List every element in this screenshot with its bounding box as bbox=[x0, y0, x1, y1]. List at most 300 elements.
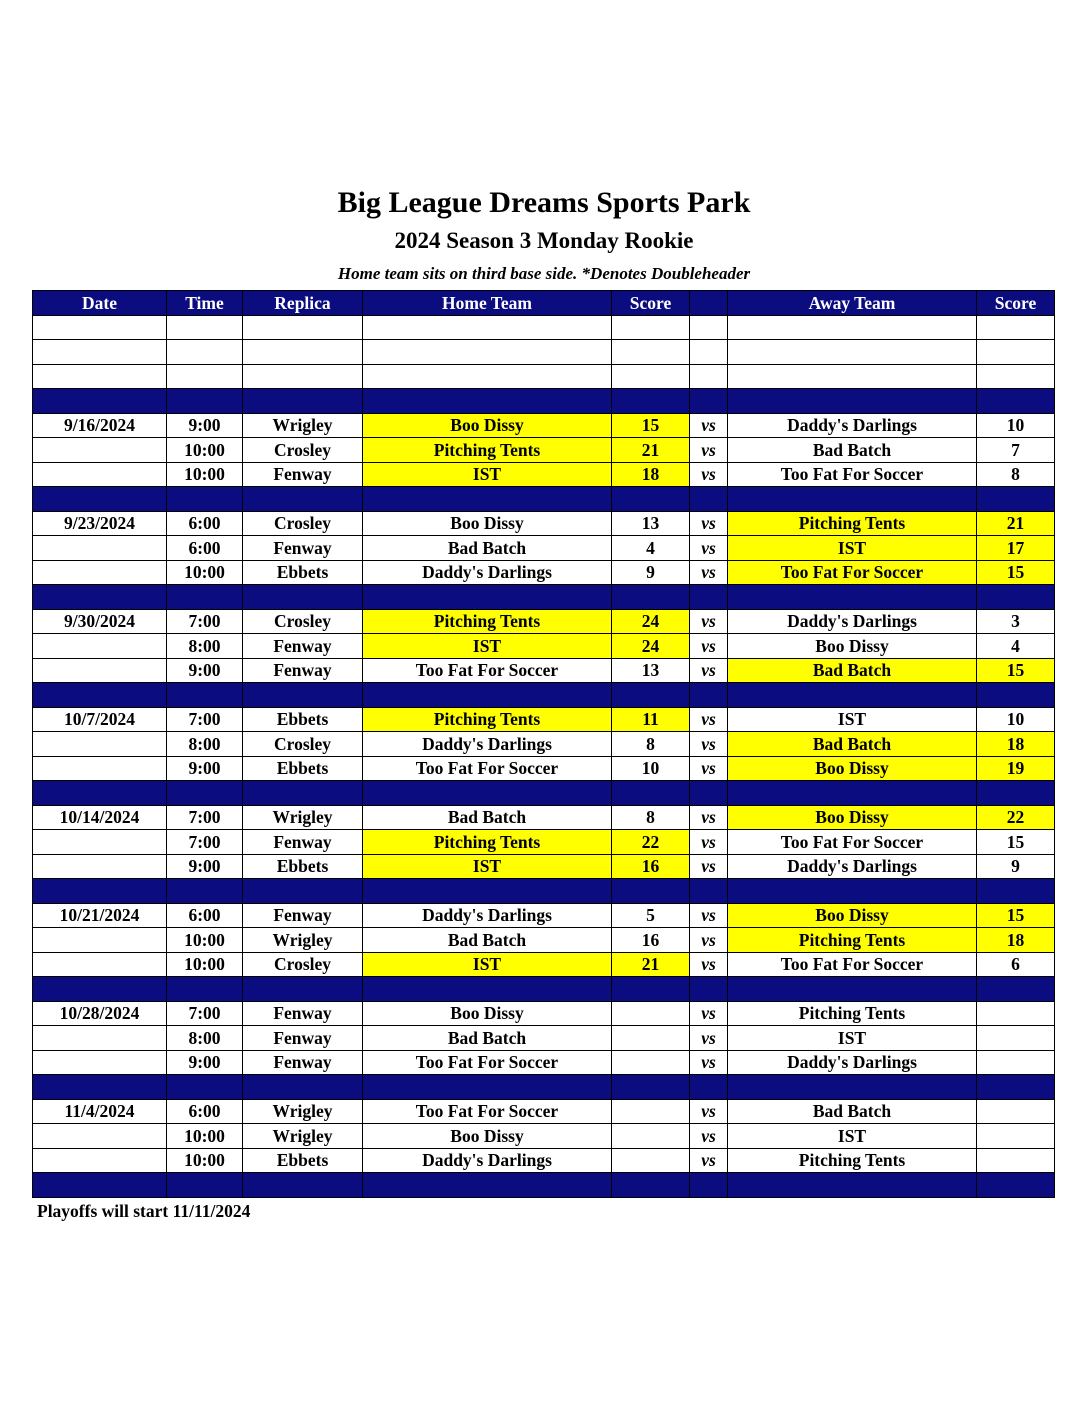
game-replica: Wrigley bbox=[243, 1124, 363, 1149]
separator-cell bbox=[243, 487, 363, 512]
separator-cell bbox=[977, 1173, 1055, 1198]
home-score bbox=[612, 1001, 690, 1026]
away-score: 22 bbox=[977, 805, 1055, 830]
away-team: Daddy's Darlings bbox=[728, 854, 977, 879]
separator-cell bbox=[33, 1075, 167, 1100]
schedule-note: Home team sits on third base side. *Denotes Doubleheader bbox=[337, 264, 751, 283]
game-time: 8:00 bbox=[167, 634, 243, 659]
vs-label: vs bbox=[690, 609, 728, 634]
away-score: 19 bbox=[977, 756, 1055, 781]
game-time: 6:00 bbox=[167, 511, 243, 536]
page-title: Big League Dreams Sports Park bbox=[337, 186, 751, 219]
game-replica: Crosley bbox=[243, 732, 363, 757]
game-time: 10:00 bbox=[167, 438, 243, 463]
away-score: 15 bbox=[977, 560, 1055, 585]
home-score bbox=[612, 1148, 690, 1173]
home-team: Too Fat For Soccer bbox=[363, 658, 612, 683]
separator-cell bbox=[363, 487, 612, 512]
game-time: 6:00 bbox=[167, 1099, 243, 1124]
game-replica: Fenway bbox=[243, 536, 363, 561]
game-row bbox=[33, 634, 1055, 659]
separator-cell bbox=[363, 781, 612, 806]
separator-cell bbox=[728, 1173, 977, 1198]
week-separator-row bbox=[33, 781, 1055, 806]
header-replica: Replica bbox=[243, 291, 363, 316]
blank-cell bbox=[363, 340, 612, 365]
vs-label: vs bbox=[690, 952, 728, 977]
home-score bbox=[612, 1124, 690, 1149]
game-row bbox=[33, 536, 1055, 561]
game-time: 7:00 bbox=[167, 1001, 243, 1026]
game-date bbox=[33, 438, 167, 463]
game-date bbox=[33, 830, 167, 855]
game-time: 7:00 bbox=[167, 707, 243, 732]
away-team: Bad Batch bbox=[728, 732, 977, 757]
game-replica: Fenway bbox=[243, 830, 363, 855]
blank-cell bbox=[728, 315, 977, 340]
game-row bbox=[33, 560, 1055, 585]
home-team: IST bbox=[363, 952, 612, 977]
home-score: 16 bbox=[612, 854, 690, 879]
game-time: 10:00 bbox=[167, 1124, 243, 1149]
blank-cell bbox=[728, 364, 977, 389]
separator-cell bbox=[690, 585, 728, 610]
home-team: Boo Dissy bbox=[363, 511, 612, 536]
vs-label: vs bbox=[690, 658, 728, 683]
blank-cell bbox=[33, 315, 167, 340]
game-time: 8:00 bbox=[167, 732, 243, 757]
game-row bbox=[33, 1124, 1055, 1149]
game-date: 9/23/2024 bbox=[33, 511, 167, 536]
separator-cell bbox=[612, 781, 690, 806]
vs-label: vs bbox=[690, 1026, 728, 1051]
vs-label: vs bbox=[690, 928, 728, 953]
home-team: Daddy's Darlings bbox=[363, 732, 612, 757]
blank-cell bbox=[167, 364, 243, 389]
away-team: Boo Dissy bbox=[728, 805, 977, 830]
separator-cell bbox=[33, 585, 167, 610]
away-team: Daddy's Darlings bbox=[728, 413, 977, 438]
separator-cell bbox=[33, 977, 167, 1002]
game-date: 10/7/2024 bbox=[33, 707, 167, 732]
home-score: 8 bbox=[612, 732, 690, 757]
separator-cell bbox=[243, 585, 363, 610]
game-date bbox=[33, 756, 167, 781]
away-team: Boo Dissy bbox=[728, 756, 977, 781]
separator-cell bbox=[363, 977, 612, 1002]
separator-cell bbox=[728, 1075, 977, 1100]
vs-label: vs bbox=[690, 536, 728, 561]
separator-cell bbox=[690, 1075, 728, 1100]
game-replica: Fenway bbox=[243, 634, 363, 659]
home-team: Pitching Tents bbox=[363, 830, 612, 855]
separator-cell bbox=[167, 879, 243, 904]
vs-label: vs bbox=[690, 805, 728, 830]
separator-cell bbox=[728, 389, 977, 414]
away-score bbox=[977, 1001, 1055, 1026]
home-team: Pitching Tents bbox=[363, 438, 612, 463]
away-team: Bad Batch bbox=[728, 438, 977, 463]
game-date bbox=[33, 1148, 167, 1173]
game-row bbox=[33, 854, 1055, 879]
game-date bbox=[33, 634, 167, 659]
home-score: 22 bbox=[612, 830, 690, 855]
home-team: Bad Batch bbox=[363, 536, 612, 561]
game-replica: Ebbets bbox=[243, 1148, 363, 1173]
separator-cell bbox=[612, 487, 690, 512]
away-team: Daddy's Darlings bbox=[728, 1050, 977, 1075]
home-score: 21 bbox=[612, 952, 690, 977]
separator-cell bbox=[243, 1173, 363, 1198]
home-team: Daddy's Darlings bbox=[363, 1148, 612, 1173]
game-row bbox=[33, 1099, 1055, 1124]
away-team: Pitching Tents bbox=[728, 1148, 977, 1173]
blank-cell bbox=[243, 340, 363, 365]
separator-cell bbox=[363, 879, 612, 904]
game-time: 9:00 bbox=[167, 1050, 243, 1075]
game-row bbox=[33, 511, 1055, 536]
separator-cell bbox=[167, 977, 243, 1002]
week-separator-row bbox=[33, 1075, 1055, 1100]
separator-cell bbox=[690, 487, 728, 512]
separator-cell bbox=[33, 1173, 167, 1198]
away-team: Boo Dissy bbox=[728, 903, 977, 928]
home-score: 24 bbox=[612, 634, 690, 659]
home-score: 4 bbox=[612, 536, 690, 561]
away-score: 10 bbox=[977, 707, 1055, 732]
game-time: 9:00 bbox=[167, 413, 243, 438]
blank-cell bbox=[167, 315, 243, 340]
header-home-team: Home Team bbox=[363, 291, 612, 316]
blank-cell bbox=[690, 340, 728, 365]
vs-label: vs bbox=[690, 1050, 728, 1075]
separator-cell bbox=[612, 879, 690, 904]
separator-cell bbox=[977, 1075, 1055, 1100]
home-score: 13 bbox=[612, 511, 690, 536]
away-team: Bad Batch bbox=[728, 658, 977, 683]
week-separator-row bbox=[33, 977, 1055, 1002]
separator-cell bbox=[977, 585, 1055, 610]
header-vs bbox=[690, 291, 728, 316]
home-team: Bad Batch bbox=[363, 805, 612, 830]
separator-cell bbox=[728, 879, 977, 904]
game-replica: Wrigley bbox=[243, 928, 363, 953]
home-team: Boo Dissy bbox=[363, 1001, 612, 1026]
separator-cell bbox=[977, 389, 1055, 414]
game-replica: Ebbets bbox=[243, 854, 363, 879]
home-score: 21 bbox=[612, 438, 690, 463]
separator-cell bbox=[612, 977, 690, 1002]
game-date bbox=[33, 1050, 167, 1075]
game-date: 10/21/2024 bbox=[33, 903, 167, 928]
page-subtitle: 2024 Season 3 Monday Rookie bbox=[394, 228, 694, 253]
home-score: 24 bbox=[612, 609, 690, 634]
separator-cell bbox=[690, 879, 728, 904]
game-row bbox=[33, 1050, 1055, 1075]
separator-cell bbox=[612, 585, 690, 610]
vs-label: vs bbox=[690, 756, 728, 781]
game-time: 9:00 bbox=[167, 658, 243, 683]
away-team: IST bbox=[728, 1026, 977, 1051]
separator-cell bbox=[167, 585, 243, 610]
home-team: Daddy's Darlings bbox=[363, 560, 612, 585]
separator-cell bbox=[33, 683, 167, 708]
game-row bbox=[33, 609, 1055, 634]
vs-label: vs bbox=[690, 1124, 728, 1149]
separator-cell bbox=[167, 389, 243, 414]
away-team: Pitching Tents bbox=[728, 928, 977, 953]
away-team: Too Fat For Soccer bbox=[728, 830, 977, 855]
home-team: Boo Dissy bbox=[363, 1124, 612, 1149]
blank-row bbox=[33, 340, 1055, 365]
separator-cell bbox=[243, 879, 363, 904]
separator-cell bbox=[167, 487, 243, 512]
game-row bbox=[33, 952, 1055, 977]
game-row bbox=[33, 903, 1055, 928]
vs-label: vs bbox=[690, 462, 728, 487]
schedule-table bbox=[32, 290, 1055, 1198]
separator-cell bbox=[690, 977, 728, 1002]
separator-cell bbox=[612, 1173, 690, 1198]
game-date bbox=[33, 536, 167, 561]
blank-cell bbox=[612, 315, 690, 340]
away-team: Too Fat For Soccer bbox=[728, 560, 977, 585]
away-score: 15 bbox=[977, 903, 1055, 928]
game-time: 10:00 bbox=[167, 1148, 243, 1173]
game-row bbox=[33, 462, 1055, 487]
blank-cell bbox=[612, 364, 690, 389]
away-score bbox=[977, 1050, 1055, 1075]
home-score: 15 bbox=[612, 413, 690, 438]
game-row bbox=[33, 1148, 1055, 1173]
game-replica: Fenway bbox=[243, 1050, 363, 1075]
separator-cell bbox=[612, 389, 690, 414]
game-date bbox=[33, 658, 167, 683]
game-replica: Fenway bbox=[243, 1026, 363, 1051]
game-date bbox=[33, 732, 167, 757]
home-team: Daddy's Darlings bbox=[363, 903, 612, 928]
header-away-score: Score bbox=[977, 291, 1055, 316]
away-score bbox=[977, 1026, 1055, 1051]
away-score: 17 bbox=[977, 536, 1055, 561]
header-away-team: Away Team bbox=[728, 291, 977, 316]
away-team: Too Fat For Soccer bbox=[728, 462, 977, 487]
separator-cell bbox=[167, 781, 243, 806]
separator-cell bbox=[363, 389, 612, 414]
playoffs-note: Playoffs will start 11/11/2024 bbox=[37, 1201, 251, 1221]
separator-cell bbox=[167, 683, 243, 708]
separator-cell bbox=[977, 977, 1055, 1002]
vs-label: vs bbox=[690, 1001, 728, 1026]
game-row bbox=[33, 658, 1055, 683]
game-time: 7:00 bbox=[167, 830, 243, 855]
blank-row bbox=[33, 364, 1055, 389]
home-team: Bad Batch bbox=[363, 1026, 612, 1051]
away-team: IST bbox=[728, 1124, 977, 1149]
game-time: 7:00 bbox=[167, 609, 243, 634]
blank-cell bbox=[977, 364, 1055, 389]
away-score: 9 bbox=[977, 854, 1055, 879]
home-team: IST bbox=[363, 854, 612, 879]
blank-cell bbox=[243, 315, 363, 340]
game-date bbox=[33, 854, 167, 879]
home-score: 8 bbox=[612, 805, 690, 830]
away-team: IST bbox=[728, 536, 977, 561]
header-time: Time bbox=[167, 291, 243, 316]
header-date: Date bbox=[33, 291, 167, 316]
home-score: 13 bbox=[612, 658, 690, 683]
game-row bbox=[33, 1026, 1055, 1051]
game-replica: Wrigley bbox=[243, 805, 363, 830]
home-team: Bad Batch bbox=[363, 928, 612, 953]
vs-label: vs bbox=[690, 1148, 728, 1173]
separator-cell bbox=[363, 585, 612, 610]
game-replica: Ebbets bbox=[243, 756, 363, 781]
home-team: Too Fat For Soccer bbox=[363, 756, 612, 781]
away-score: 10 bbox=[977, 413, 1055, 438]
game-date bbox=[33, 560, 167, 585]
game-row bbox=[33, 732, 1055, 757]
home-score bbox=[612, 1099, 690, 1124]
game-row bbox=[33, 756, 1055, 781]
week-separator-row bbox=[33, 683, 1055, 708]
vs-label: vs bbox=[690, 732, 728, 757]
blank-cell bbox=[167, 340, 243, 365]
vs-label: vs bbox=[690, 413, 728, 438]
home-team: Too Fat For Soccer bbox=[363, 1099, 612, 1124]
game-time: 10:00 bbox=[167, 952, 243, 977]
away-score: 18 bbox=[977, 928, 1055, 953]
game-replica: Fenway bbox=[243, 462, 363, 487]
blank-cell bbox=[363, 315, 612, 340]
away-team: Pitching Tents bbox=[728, 1001, 977, 1026]
week-separator-row bbox=[33, 585, 1055, 610]
separator-cell bbox=[33, 487, 167, 512]
week-separator-row bbox=[33, 879, 1055, 904]
game-replica: Crosley bbox=[243, 952, 363, 977]
game-time: 6:00 bbox=[167, 903, 243, 928]
blank-cell bbox=[690, 315, 728, 340]
home-score bbox=[612, 1026, 690, 1051]
game-time: 9:00 bbox=[167, 854, 243, 879]
separator-cell bbox=[977, 683, 1055, 708]
separator-cell bbox=[977, 487, 1055, 512]
game-date: 9/16/2024 bbox=[33, 413, 167, 438]
separator-cell bbox=[363, 1075, 612, 1100]
game-time: 8:00 bbox=[167, 1026, 243, 1051]
vs-label: vs bbox=[690, 903, 728, 928]
home-team: IST bbox=[363, 634, 612, 659]
game-replica: Ebbets bbox=[243, 560, 363, 585]
away-score: 21 bbox=[977, 511, 1055, 536]
blank-cell bbox=[33, 364, 167, 389]
separator-cell bbox=[612, 683, 690, 708]
separator-cell bbox=[728, 487, 977, 512]
home-team: Too Fat For Soccer bbox=[363, 1050, 612, 1075]
home-score: 16 bbox=[612, 928, 690, 953]
home-team: IST bbox=[363, 462, 612, 487]
separator-cell bbox=[167, 1173, 243, 1198]
game-replica: Wrigley bbox=[243, 413, 363, 438]
game-date bbox=[33, 1026, 167, 1051]
blank-cell bbox=[612, 340, 690, 365]
blank-cell bbox=[977, 315, 1055, 340]
away-score: 15 bbox=[977, 658, 1055, 683]
home-score: 18 bbox=[612, 462, 690, 487]
home-score: 9 bbox=[612, 560, 690, 585]
vs-label: vs bbox=[690, 707, 728, 732]
game-date bbox=[33, 1124, 167, 1149]
separator-cell bbox=[167, 1075, 243, 1100]
game-replica: Crosley bbox=[243, 609, 363, 634]
home-team: Boo Dissy bbox=[363, 413, 612, 438]
away-score bbox=[977, 1148, 1055, 1173]
blank-cell bbox=[33, 340, 167, 365]
game-date: 9/30/2024 bbox=[33, 609, 167, 634]
home-score: 5 bbox=[612, 903, 690, 928]
blank-cell bbox=[728, 340, 977, 365]
vs-label: vs bbox=[690, 634, 728, 659]
separator-cell bbox=[977, 781, 1055, 806]
blank-cell bbox=[243, 364, 363, 389]
vs-label: vs bbox=[690, 830, 728, 855]
away-score bbox=[977, 1124, 1055, 1149]
game-time: 9:00 bbox=[167, 756, 243, 781]
separator-cell bbox=[612, 1075, 690, 1100]
home-score bbox=[612, 1050, 690, 1075]
away-score: 18 bbox=[977, 732, 1055, 757]
away-team: Daddy's Darlings bbox=[728, 609, 977, 634]
away-score: 15 bbox=[977, 830, 1055, 855]
blank-cell bbox=[363, 364, 612, 389]
away-team: Bad Batch bbox=[728, 1099, 977, 1124]
away-team: Pitching Tents bbox=[728, 511, 977, 536]
separator-cell bbox=[33, 781, 167, 806]
home-score: 10 bbox=[612, 756, 690, 781]
header-home-score: Score bbox=[612, 291, 690, 316]
blank-row bbox=[33, 315, 1055, 340]
away-score: 8 bbox=[977, 462, 1055, 487]
away-team: Too Fat For Soccer bbox=[728, 952, 977, 977]
separator-cell bbox=[690, 781, 728, 806]
game-row bbox=[33, 707, 1055, 732]
week-separator-row bbox=[33, 1173, 1055, 1198]
separator-cell bbox=[728, 977, 977, 1002]
game-replica: Fenway bbox=[243, 658, 363, 683]
away-score: 7 bbox=[977, 438, 1055, 463]
game-date: 10/14/2024 bbox=[33, 805, 167, 830]
separator-cell bbox=[690, 1173, 728, 1198]
separator-cell bbox=[728, 683, 977, 708]
separator-cell bbox=[243, 1075, 363, 1100]
separator-cell bbox=[243, 683, 363, 708]
game-time: 10:00 bbox=[167, 462, 243, 487]
separator-cell bbox=[33, 879, 167, 904]
separator-cell bbox=[728, 781, 977, 806]
game-time: 7:00 bbox=[167, 805, 243, 830]
game-time: 6:00 bbox=[167, 536, 243, 561]
away-score bbox=[977, 1099, 1055, 1124]
blank-cell bbox=[690, 364, 728, 389]
game-row bbox=[33, 438, 1055, 463]
separator-cell bbox=[690, 389, 728, 414]
away-score: 3 bbox=[977, 609, 1055, 634]
separator-cell bbox=[243, 781, 363, 806]
vs-label: vs bbox=[690, 560, 728, 585]
game-date bbox=[33, 952, 167, 977]
game-replica: Wrigley bbox=[243, 1099, 363, 1124]
game-replica: Crosley bbox=[243, 438, 363, 463]
